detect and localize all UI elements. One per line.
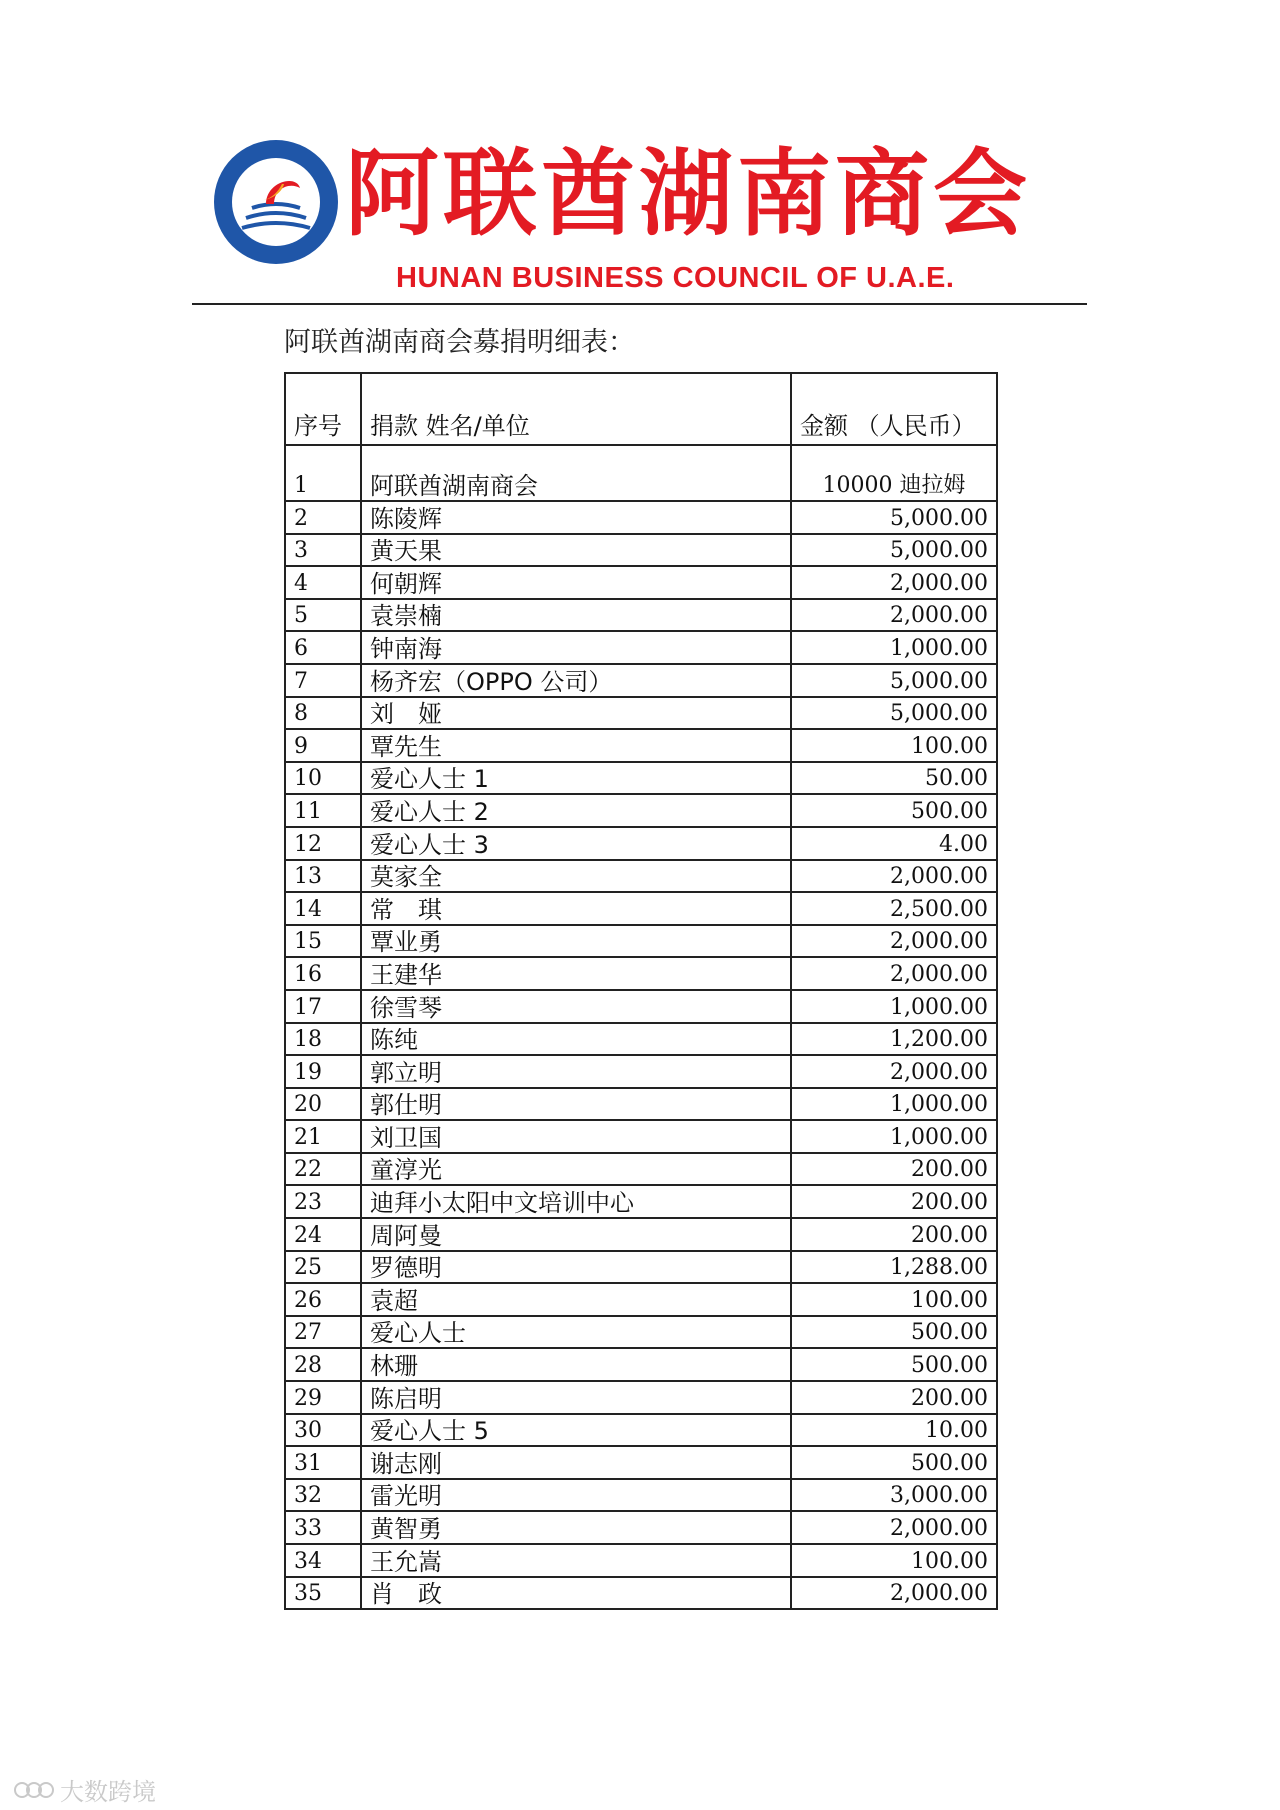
donor-name: 王允嵩 [361, 1544, 791, 1577]
donation-amount: 5,000.00 [791, 664, 997, 697]
header-divider [192, 303, 1087, 305]
donation-amount: 200.00 [791, 1185, 997, 1218]
row-index: 11 [285, 794, 361, 827]
row-index: 12 [285, 827, 361, 860]
row-index: 21 [285, 1120, 361, 1153]
donor-name: 爱心人士 [361, 1316, 791, 1349]
table-row [285, 631, 997, 664]
donor-name: 爱心人士 1 [361, 762, 791, 795]
donation-amount: 200.00 [791, 1381, 997, 1414]
table-row [285, 697, 997, 730]
table-row [285, 1023, 997, 1056]
donor-name: 刘卫国 [361, 1120, 791, 1153]
row-index: 13 [285, 860, 361, 893]
table-row [285, 501, 997, 534]
donation-amount: 1,200.00 [791, 1023, 997, 1056]
row-index: 20 [285, 1088, 361, 1121]
donor-name: 王建华 [361, 957, 791, 990]
row-index: 10 [285, 762, 361, 795]
donation-amount: 2,000.00 [791, 1511, 997, 1544]
donor-name: 常 琪 [361, 892, 791, 925]
row-index: 23 [285, 1185, 361, 1218]
donor-name: 爱心人士 2 [361, 794, 791, 827]
donation-amount: 2,000.00 [791, 599, 997, 632]
row-index: 2 [285, 501, 361, 534]
row-index: 18 [285, 1023, 361, 1056]
table-row [285, 566, 997, 599]
donation-amount: 5,000.00 [791, 697, 997, 730]
row-index: 16 [285, 957, 361, 990]
table-row [285, 534, 997, 567]
donor-name: 雷光明 [361, 1479, 791, 1512]
row-index: 4 [285, 566, 361, 599]
donation-table [284, 372, 998, 1610]
table-row [285, 990, 997, 1023]
donation-amount: 100.00 [791, 729, 997, 762]
donor-name: 童淳光 [361, 1153, 791, 1186]
table-row [285, 1218, 997, 1251]
row-index: 25 [285, 1251, 361, 1284]
row-index: 9 [285, 729, 361, 762]
donation-amount: 50.00 [791, 762, 997, 795]
table-row [285, 1479, 997, 1512]
donor-name: 陈陵辉 [361, 501, 791, 534]
donor-name: 杨齐宏（OPPO 公司） [361, 664, 791, 697]
table-row [285, 1348, 997, 1381]
row-index: 27 [285, 1316, 361, 1349]
row-index: 33 [285, 1511, 361, 1544]
donor-name: 黄智勇 [361, 1511, 791, 1544]
donor-name: 罗德明 [361, 1251, 791, 1284]
donor-name: 莫家全 [361, 860, 791, 893]
donation-amount: 2,000.00 [791, 860, 997, 893]
donation-amount: 2,000.00 [791, 957, 997, 990]
donor-name: 黄天果 [361, 534, 791, 567]
table-row [285, 1153, 997, 1186]
table-row [285, 957, 997, 990]
donor-name: 迪拜小太阳中文培训中心 [361, 1185, 791, 1218]
donation-amount: 2,000.00 [791, 566, 997, 599]
donor-name: 郭仕明 [361, 1088, 791, 1121]
table-row [285, 925, 997, 958]
table-row [285, 1088, 997, 1121]
donation-amount: 2,500.00 [791, 892, 997, 925]
donation-amount: 1,000.00 [791, 1088, 997, 1121]
donation-amount: 5,000.00 [791, 534, 997, 567]
donor-name: 陈纯 [361, 1023, 791, 1056]
donor-name: 徐雪琴 [361, 990, 791, 1023]
table-row [285, 1381, 997, 1414]
donation-amount: 500.00 [791, 794, 997, 827]
column-header-name: 捐款 姓名/单位 [361, 373, 791, 445]
table-row [285, 1446, 997, 1479]
row-index: 15 [285, 925, 361, 958]
table-row [285, 762, 997, 795]
row-index: 29 [285, 1381, 361, 1414]
table-header-row [285, 373, 997, 445]
table-row [285, 1055, 997, 1088]
donor-name: 何朝辉 [361, 566, 791, 599]
council-logo [212, 138, 340, 266]
table-row [285, 827, 997, 860]
council-name-chinese: 阿联酋湖南商会 [345, 140, 1032, 249]
row-index: 14 [285, 892, 361, 925]
row-index: 6 [285, 631, 361, 664]
donor-name: 钟南海 [361, 631, 791, 664]
row-index: 26 [285, 1283, 361, 1316]
table-row [285, 599, 997, 632]
table-row [285, 1544, 997, 1577]
row-index: 35 [285, 1577, 361, 1610]
table-row [285, 445, 997, 501]
table-row [285, 1185, 997, 1218]
row-index: 17 [285, 990, 361, 1023]
donation-amount: 4.00 [791, 827, 997, 860]
document-subtitle: 阿联酋湖南商会募捐明细表： [284, 327, 635, 358]
donation-amount: 100.00 [791, 1544, 997, 1577]
donor-name: 谢志刚 [361, 1446, 791, 1479]
donation-amount: 200.00 [791, 1153, 997, 1186]
row-index: 22 [285, 1153, 361, 1186]
donation-amount: 500.00 [791, 1348, 997, 1381]
table-row [285, 729, 997, 762]
table-row [285, 1283, 997, 1316]
donor-name: 爱心人士 3 [361, 827, 791, 860]
column-header-index: 序号 [285, 373, 361, 445]
column-header-amount: 金额 （人民币） [791, 373, 997, 445]
donor-name: 郭立明 [361, 1055, 791, 1088]
watermark-text: 大数跨境 [60, 1778, 156, 1806]
donor-name: 袁崇楠 [361, 599, 791, 632]
donor-name: 肖 政 [361, 1577, 791, 1610]
donation-amount: 10000 迪拉姆 [791, 445, 997, 501]
donation-amount: 1,288.00 [791, 1251, 997, 1284]
table-row [285, 892, 997, 925]
table-row [285, 1316, 997, 1349]
table-row [285, 1251, 997, 1284]
donation-amount: 200.00 [791, 1218, 997, 1251]
donor-name: 袁超 [361, 1283, 791, 1316]
row-index: 7 [285, 664, 361, 697]
donation-amount: 100.00 [791, 1283, 997, 1316]
watermark-logo-icon [14, 1778, 54, 1802]
donor-name: 林珊 [361, 1348, 791, 1381]
donation-amount: 2,000.00 [791, 1055, 997, 1088]
donation-amount: 2,000.00 [791, 925, 997, 958]
letterhead [0, 0, 1280, 310]
donation-amount: 1,000.00 [791, 631, 997, 664]
donor-name: 覃业勇 [361, 925, 791, 958]
donation-amount: 500.00 [791, 1316, 997, 1349]
donor-name: 刘 娅 [361, 697, 791, 730]
row-index: 8 [285, 697, 361, 730]
row-index: 32 [285, 1479, 361, 1512]
donation-amount: 1,000.00 [791, 990, 997, 1023]
row-index: 31 [285, 1446, 361, 1479]
donor-name: 爱心人士 5 [361, 1414, 791, 1447]
table-row [285, 794, 997, 827]
table-row [285, 1414, 997, 1447]
donation-amount: 3,000.00 [791, 1479, 997, 1512]
row-index: 30 [285, 1414, 361, 1447]
council-name-english: HUNAN BUSINESS COUNCIL OF U.A.E. [396, 262, 955, 294]
row-index: 28 [285, 1348, 361, 1381]
donor-name: 阿联酋湖南商会 [361, 445, 791, 501]
donation-amount: 10.00 [791, 1414, 997, 1447]
row-index: 1 [285, 445, 361, 501]
donation-amount: 500.00 [791, 1446, 997, 1479]
table-row [285, 860, 997, 893]
row-index: 19 [285, 1055, 361, 1088]
table-row [285, 1577, 997, 1610]
watermark [14, 1772, 156, 1807]
table-row [285, 1120, 997, 1153]
donation-amount: 5,000.00 [791, 501, 997, 534]
row-index: 24 [285, 1218, 361, 1251]
donation-amount: 1,000.00 [791, 1120, 997, 1153]
row-index: 5 [285, 599, 361, 632]
donation-amount: 2,000.00 [791, 1577, 997, 1610]
donor-name: 陈启明 [361, 1381, 791, 1414]
donor-name: 周阿曼 [361, 1218, 791, 1251]
row-index: 34 [285, 1544, 361, 1577]
donor-name: 覃先生 [361, 729, 791, 762]
row-index: 3 [285, 534, 361, 567]
table-row [285, 1511, 997, 1544]
council-seal-icon [212, 138, 340, 266]
table-row [285, 664, 997, 697]
